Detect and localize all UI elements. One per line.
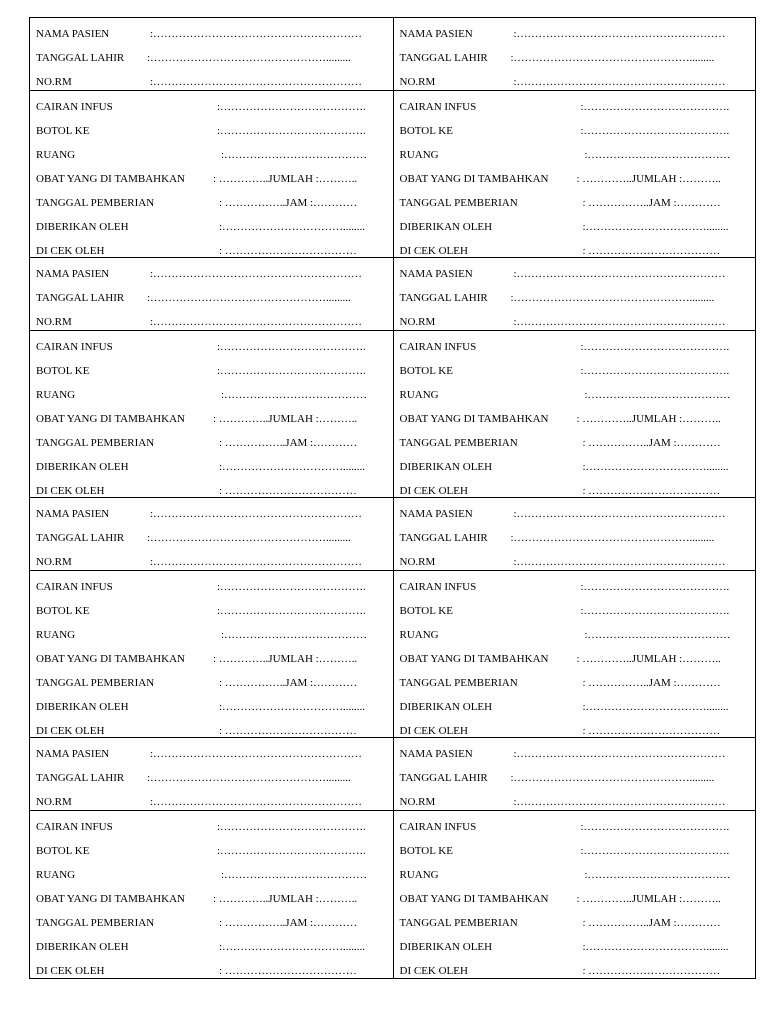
given-by-fill: :……………………………........ [582,701,729,713]
infusion-fluid-fill: :…………………………………. [217,101,366,113]
given-by-label: DIBERIKAN OLEH [36,461,129,473]
label-card [393,18,756,258]
label-card [30,498,393,738]
administration-date-label: TANGGAL PEMBERIAN [36,197,155,209]
administration-date-row [30,673,393,697]
checked-by-label: DI CEK OLEH [399,485,468,497]
bottle-number-label: BOTOL KE [36,125,90,137]
medical-record-label: NO.RM [36,796,72,808]
label-card [30,18,393,258]
bottle-number-fill: :…………………………………. [580,605,730,617]
patient-name-label: NAMA PASIEN [399,28,473,40]
checked-by-label: DI CEK OLEH [399,245,468,257]
checked-by-row [394,721,756,745]
checked-by-label: DI CEK OLEH [399,725,468,737]
checked-by-row [394,961,756,985]
checked-by-row [394,241,756,265]
administration-date-row [30,433,393,457]
room-fill: :………………………………… [221,389,368,401]
room-label: RUANG [36,389,76,401]
patient-identity-section [394,498,756,571]
given-by-fill: :……………………………........ [582,941,729,953]
infusion-fluid-label: CAIRAN INFUS [36,341,113,353]
birth-date-fill: :…………………………………………......... [147,292,351,304]
label-sheet [29,17,756,979]
room-label: RUANG [399,149,439,161]
patient-identity-section [394,18,756,91]
infusion-fluid-fill: :…………………………………. [580,581,730,593]
bottle-number-label: BOTOL KE [36,845,90,857]
infusion-fluid-fill: :…………………………………. [580,341,730,353]
room-fill: :………………………………… [584,389,731,401]
medical-record-label: NO.RM [399,556,436,568]
added-drug-fill: : …………..JUMLAH :……….. [213,653,358,665]
checked-by-label: DI CEK OLEH [36,245,105,257]
infusion-fluid-row [30,337,393,361]
medical-record-fill: :………………………………………………… [513,316,726,328]
patient-identity-section [30,498,393,571]
administration-date-label: TANGGAL PEMBERIAN [36,437,155,449]
room-label: RUANG [36,629,76,641]
birth-date-fill: :…………………………………………......... [510,292,715,304]
infusion-details-section [30,91,393,258]
checked-by-row [30,721,393,745]
room-row [394,865,756,889]
given-by-row [394,217,756,241]
checked-by-fill: : ……………………………… [582,245,721,257]
checked-by-label: DI CEK OLEH [36,725,105,737]
checked-by-label: DI CEK OLEH [399,965,468,977]
checked-by-fill: : ……………………………… [219,965,357,977]
bottle-number-row [30,601,393,625]
given-by-row [394,937,756,961]
birth-date-fill: :…………………………………………......... [147,52,351,64]
infusion-fluid-fill: :…………………………………. [217,821,366,833]
birth-date-label: TANGGAL LAHIR [36,292,125,304]
birth-date-row [30,288,393,312]
patient-name-label: NAMA PASIEN [36,508,110,520]
patient-name-row [394,744,756,768]
given-by-fill: :……………………………........ [219,221,366,233]
room-fill: :………………………………… [221,149,368,161]
administration-date-fill: : ……………..JAM :………… [582,437,721,449]
infusion-details-section [394,811,756,978]
medical-record-row [30,792,393,816]
room-row [30,865,393,889]
birth-date-fill: :…………………………………………......... [147,532,351,544]
checked-by-label: DI CEK OLEH [36,485,105,497]
added-drug-label: OBAT YANG DI TAMBAHKAN [399,413,549,425]
medical-record-fill: :………………………………………………… [150,796,363,808]
label-pair-row [30,738,755,978]
patient-name-fill: :………………………………………………… [150,748,363,760]
added-drug-fill: : …………..JUMLAH :……….. [576,173,721,185]
birth-date-row [30,528,393,552]
birth-date-fill: :…………………………………………......... [147,772,351,784]
given-by-fill: :……………………………........ [219,461,366,473]
birth-date-label: TANGGAL LAHIR [399,292,488,304]
administration-date-row [30,913,393,937]
added-drug-fill: : …………..JUMLAH :……….. [576,653,721,665]
bottle-number-label: BOTOL KE [399,365,453,377]
room-fill: :………………………………… [584,869,731,881]
medical-record-label: NO.RM [399,796,436,808]
administration-date-label: TANGGAL PEMBERIAN [399,197,518,209]
patient-name-label: NAMA PASIEN [36,748,110,760]
added-drug-label: OBAT YANG DI TAMBAHKAN [399,653,549,665]
added-drug-row [30,649,393,673]
bottle-number-row [394,121,756,145]
birth-date-row [394,528,756,552]
room-label: RUANG [399,389,439,401]
added-drug-label: OBAT YANG DI TAMBAHKAN [36,173,185,185]
birth-date-label: TANGGAL LAHIR [399,52,488,64]
label-card [393,498,756,738]
room-row [394,145,756,169]
patient-name-fill: :………………………………………………… [513,268,726,280]
patient-name-row [394,24,756,48]
patient-name-fill: :………………………………………………… [150,268,363,280]
birth-date-label: TANGGAL LAHIR [399,532,488,544]
administration-date-row [394,913,756,937]
patient-name-fill: :………………………………………………… [513,748,726,760]
infusion-details-section [30,571,393,738]
infusion-details-section [30,811,393,978]
patient-name-fill: :………………………………………………… [150,28,363,40]
bottle-number-label: BOTOL KE [399,845,453,857]
birth-date-fill: :…………………………………………......... [510,52,715,64]
birth-date-row [394,768,756,792]
medical-record-fill: :………………………………………………… [513,556,726,568]
room-label: RUANG [399,629,439,641]
medical-record-fill: :………………………………………………… [513,796,726,808]
bottle-number-fill: :…………………………………. [217,365,366,377]
added-drug-fill: : …………..JUMLAH :……….. [213,893,358,905]
given-by-label: DIBERIKAN OLEH [399,941,493,953]
patient-identity-section [394,738,756,811]
infusion-details-section [394,331,756,498]
bottle-number-row [394,601,756,625]
added-drug-label: OBAT YANG DI TAMBAHKAN [36,893,185,905]
administration-date-label: TANGGAL PEMBERIAN [399,437,518,449]
administration-date-row [394,433,756,457]
birth-date-row [394,48,756,72]
bottle-number-row [30,121,393,145]
added-drug-row [394,649,756,673]
label-pair-row [30,18,755,258]
medical-record-fill: :………………………………………………… [150,316,363,328]
birth-date-row [30,48,393,72]
added-drug-fill: : …………..JUMLAH :……….. [576,893,721,905]
bottle-number-fill: :…………………………………. [217,605,366,617]
bottle-number-label: BOTOL KE [399,605,453,617]
added-drug-label: OBAT YANG DI TAMBAHKAN [36,413,185,425]
checked-by-row [30,481,393,505]
infusion-fluid-label: CAIRAN INFUS [399,821,477,833]
patient-name-label: NAMA PASIEN [399,268,473,280]
patient-name-fill: :………………………………………………… [513,508,726,520]
infusion-details-section [30,331,393,498]
label-card [393,738,756,978]
added-drug-fill: : …………..JUMLAH :……….. [576,413,721,425]
checked-by-row [394,481,756,505]
given-by-row [30,697,393,721]
medical-record-row [30,552,393,576]
added-drug-row [394,409,756,433]
room-row [394,385,756,409]
room-row [30,625,393,649]
infusion-fluid-label: CAIRAN INFUS [399,341,477,353]
bottle-number-row [30,361,393,385]
patient-name-row [30,24,393,48]
infusion-fluid-row [394,97,756,121]
given-by-fill: :……………………………........ [219,941,366,953]
given-by-fill: :……………………………........ [582,461,729,473]
added-drug-label: OBAT YANG DI TAMBAHKAN [36,653,185,665]
patient-name-row [30,504,393,528]
patient-name-row [30,264,393,288]
birth-date-row [394,288,756,312]
label-pair-row [30,258,755,498]
patient-name-fill: :………………………………………………… [513,28,726,40]
administration-date-fill: : ……………..JAM :………… [582,917,721,929]
infusion-fluid-label: CAIRAN INFUS [399,101,477,113]
patient-name-label: NAMA PASIEN [36,268,110,280]
added-drug-row [394,889,756,913]
medical-record-row [394,72,756,96]
patient-identity-section [30,18,393,91]
label-card [393,258,756,498]
added-drug-fill: : …………..JUMLAH :……….. [213,413,358,425]
patient-name-label: NAMA PASIEN [399,748,473,760]
medical-record-fill: :………………………………………………… [513,76,726,88]
given-by-label: DIBERIKAN OLEH [399,701,493,713]
infusion-fluid-label: CAIRAN INFUS [36,581,113,593]
birth-date-label: TANGGAL LAHIR [36,532,125,544]
birth-date-row [30,768,393,792]
administration-date-row [30,193,393,217]
added-drug-row [30,169,393,193]
checked-by-fill: : ……………………………… [582,725,721,737]
medical-record-row [30,72,393,96]
infusion-fluid-fill: :…………………………………. [217,341,366,353]
room-row [30,145,393,169]
added-drug-row [30,889,393,913]
checked-by-fill: : ……………………………… [582,485,721,497]
medical-record-label: NO.RM [399,76,436,88]
administration-date-fill: : ……………..JAM :………… [219,437,358,449]
patient-name-row [30,744,393,768]
bottle-number-fill: :…………………………………. [217,845,366,857]
given-by-fill: :……………………………........ [582,221,729,233]
given-by-row [30,457,393,481]
bottle-number-row [394,361,756,385]
medical-record-label: NO.RM [36,316,72,328]
added-drug-label: OBAT YANG DI TAMBAHKAN [399,893,549,905]
bottle-number-row [30,841,393,865]
birth-date-label: TANGGAL LAHIR [36,772,125,784]
infusion-fluid-label: CAIRAN INFUS [36,821,113,833]
patient-name-fill: :………………………………………………… [150,508,363,520]
infusion-fluid-label: CAIRAN INFUS [399,581,477,593]
administration-date-row [394,193,756,217]
medical-record-fill: :………………………………………………… [150,76,363,88]
patient-identity-section [394,258,756,331]
infusion-fluid-row [30,97,393,121]
patient-identity-section [30,258,393,331]
added-drug-fill: : …………..JUMLAH :……….. [213,173,358,185]
administration-date-fill: : ……………..JAM :………… [219,197,358,209]
medical-record-label: NO.RM [36,556,72,568]
bottle-number-fill: :…………………………………. [217,125,366,137]
room-fill: :………………………………… [221,869,368,881]
given-by-label: DIBERIKAN OLEH [399,221,493,233]
birth-date-label: TANGGAL LAHIR [399,772,488,784]
bottle-number-fill: :…………………………………. [580,365,730,377]
infusion-fluid-row [394,817,756,841]
room-fill: :………………………………… [584,629,731,641]
bottle-number-fill: :…………………………………. [580,125,730,137]
checked-by-row [30,961,393,985]
birth-date-fill: :…………………………………………......... [510,772,715,784]
medical-record-label: NO.RM [399,316,436,328]
administration-date-fill: : ……………..JAM :………… [219,917,358,929]
infusion-details-section [394,91,756,258]
room-fill: :………………………………… [584,149,731,161]
added-drug-label: OBAT YANG DI TAMBAHKAN [399,173,549,185]
bottle-number-row [394,841,756,865]
bottle-number-label: BOTOL KE [36,605,90,617]
patient-name-row [394,504,756,528]
administration-date-fill: : ……………..JAM :………… [582,677,721,689]
patient-name-label: NAMA PASIEN [36,28,110,40]
administration-date-fill: : ……………..JAM :………… [582,197,721,209]
checked-by-label: DI CEK OLEH [36,965,105,977]
administration-date-label: TANGGAL PEMBERIAN [36,677,155,689]
medical-record-fill: :………………………………………………… [150,556,363,568]
given-by-row [30,217,393,241]
administration-date-row [394,673,756,697]
patient-name-row [394,264,756,288]
checked-by-fill: : ……………………………… [219,725,357,737]
label-card [30,258,393,498]
room-row [30,385,393,409]
given-by-row [394,697,756,721]
administration-date-label: TANGGAL PEMBERIAN [399,917,518,929]
infusion-fluid-row [394,337,756,361]
given-by-row [30,937,393,961]
room-fill: :………………………………… [221,629,368,641]
administration-date-label: TANGGAL PEMBERIAN [36,917,155,929]
bottle-number-fill: :…………………………………. [580,845,730,857]
given-by-label: DIBERIKAN OLEH [36,941,129,953]
infusion-fluid-row [394,577,756,601]
given-by-row [394,457,756,481]
label-card [30,738,393,978]
room-label: RUANG [399,869,439,881]
infusion-fluid-label: CAIRAN INFUS [36,101,113,113]
checked-by-row [30,241,393,265]
bottle-number-label: BOTOL KE [399,125,453,137]
patient-identity-section [30,738,393,811]
infusion-fluid-row [30,577,393,601]
administration-date-fill: : ……………..JAM :………… [219,677,358,689]
infusion-fluid-fill: :…………………………………. [217,581,366,593]
administration-date-label: TANGGAL PEMBERIAN [399,677,518,689]
added-drug-row [394,169,756,193]
checked-by-fill: : ……………………………… [219,485,357,497]
medical-record-row [30,312,393,336]
room-row [394,625,756,649]
medical-record-label: NO.RM [36,76,72,88]
given-by-label: DIBERIKAN OLEH [36,221,129,233]
room-label: RUANG [36,869,76,881]
infusion-fluid-fill: :…………………………………. [580,821,730,833]
given-by-fill: :……………………………........ [219,701,366,713]
infusion-fluid-row [30,817,393,841]
label-pair-row [30,498,755,738]
infusion-details-section [394,571,756,738]
birth-date-label: TANGGAL LAHIR [36,52,125,64]
medical-record-row [394,792,756,816]
checked-by-fill: : ……………………………… [219,245,357,257]
medical-record-row [394,312,756,336]
bottle-number-label: BOTOL KE [36,365,90,377]
birth-date-fill: :…………………………………………......... [510,532,715,544]
room-label: RUANG [36,149,76,161]
given-by-label: DIBERIKAN OLEH [399,461,493,473]
given-by-label: DIBERIKAN OLEH [36,701,129,713]
medical-record-row [394,552,756,576]
patient-name-label: NAMA PASIEN [399,508,473,520]
checked-by-fill: : ……………………………… [582,965,721,977]
infusion-fluid-fill: :…………………………………. [580,101,730,113]
added-drug-row [30,409,393,433]
